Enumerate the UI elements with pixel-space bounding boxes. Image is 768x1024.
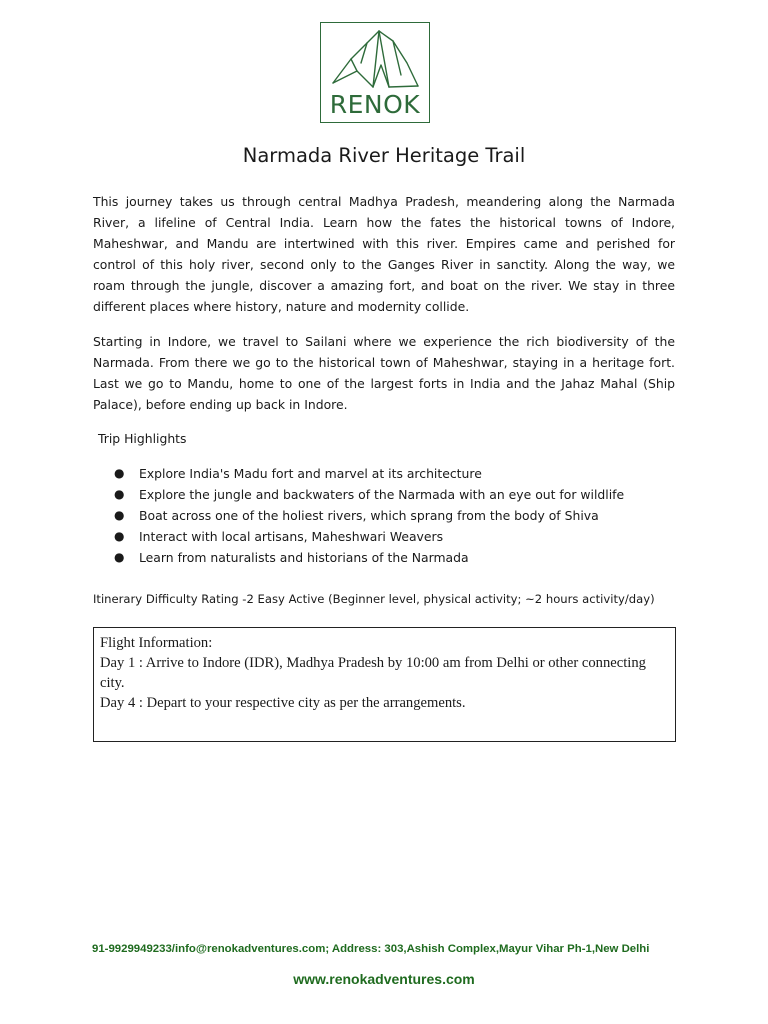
highlight-text: Boat across one of the holiest rivers, which sprang from the body of Shiva bbox=[139, 508, 599, 523]
highlight-text: Learn from naturalists and historians of the Narmada bbox=[139, 550, 469, 565]
intro-paragraph: This journey takes us through central Madhya Pradesh, meandering along the Narmada River, a lifeline of Central India. Learn how the fates the historical towns of Indore, Maheshwar, and Mandu are intertwined with this river. Empires came and perished for control of this holy river, second only to the Ganges River in sanctity. Along the way, we roam through the jungle, discover a amazing fort, and boat on the river. We stay in three different places where history, nature and modernity collide. bbox=[93, 194, 675, 314]
page-title: Narmada River Heritage Trail bbox=[242, 144, 526, 167]
route-paragraph: Starting in Indore, we travel to Sailani where we experience the rich biodiversity of the Narmada. From there we go to the historical town of Maheshwar, staying in a heritage fort. Last we go to Mandu, home to one of the largest forts in India and the Jahaz Mahal (Ship Palace), before ending up back in Indore. bbox=[93, 334, 675, 412]
highlight-text: Explore India's Madu fort and marvel at its architecture bbox=[139, 466, 482, 481]
bullet-icon: ● bbox=[114, 550, 125, 564]
flight-info-box bbox=[93, 627, 676, 742]
list-item bbox=[114, 505, 624, 526]
difficulty-rating: Itinerary Difficulty Rating -2 Easy Active (Beginner level, physical activity; ~2 hours activity/day) bbox=[93, 592, 655, 606]
list-item bbox=[114, 463, 624, 484]
footer-contact: 91-9929949233/info@renokadventures.com; Address: 303,Ashish Complex,Mayur Vihar Ph-1,New Delhi bbox=[92, 943, 650, 955]
footer-website-link[interactable]: www.renokadventures.com bbox=[293, 971, 475, 987]
bullet-icon: ● bbox=[114, 529, 125, 543]
flight-info-line: Day 1 : Arrive to Indore (IDR), Madhya Pradesh by 10:00 am from Delhi or other connecting city. bbox=[100, 655, 646, 691]
list-item bbox=[114, 484, 624, 505]
highlights-heading: Trip Highlights bbox=[98, 431, 187, 446]
flight-info-line: Day 4 : Depart to your respective city as per the arrangements. bbox=[100, 695, 466, 711]
list-item bbox=[114, 547, 624, 568]
highlights-list bbox=[114, 463, 624, 568]
flight-info-heading: Flight Information: bbox=[100, 635, 213, 651]
bullet-icon: ● bbox=[114, 466, 125, 480]
highlight-text: Interact with local artisans, Maheshwari Weavers bbox=[139, 529, 444, 544]
bullet-icon: ● bbox=[114, 508, 125, 522]
bullet-icon: ● bbox=[114, 487, 125, 501]
logo-wordmark: RENOK bbox=[329, 90, 421, 119]
list-item bbox=[114, 526, 624, 547]
renok-logo bbox=[320, 22, 430, 123]
highlight-text: Explore the jungle and backwaters of the Narmada with an eye out for wildlife bbox=[139, 487, 625, 502]
